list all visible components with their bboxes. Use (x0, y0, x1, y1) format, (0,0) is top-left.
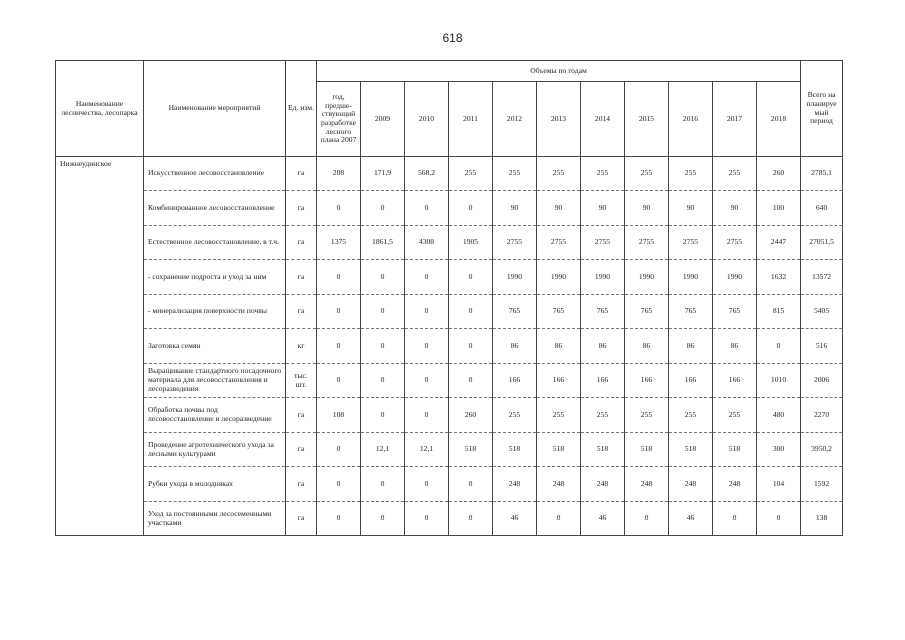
value-cell: 0 (449, 295, 493, 329)
total-value-cell: 2785,1 (801, 157, 843, 191)
table-row (56, 329, 843, 364)
value-cell: 0 (317, 295, 361, 329)
value-cell: 0 (449, 502, 493, 536)
value-cell: 0 (405, 260, 449, 295)
value-cell: 2755 (537, 226, 581, 260)
value-cell: 0 (405, 329, 449, 364)
activity-cell: Уход за постоянными лесосеменными участками (144, 502, 286, 536)
value-cell: 90 (581, 191, 625, 226)
volumes-by-year-header: Объемы по годам (317, 61, 801, 82)
value-cell: 255 (493, 398, 537, 433)
value-cell: 46 (581, 502, 625, 536)
value-cell: 0 (361, 260, 405, 295)
value-cell: 0 (449, 260, 493, 295)
value-cell: 12,1 (361, 433, 405, 467)
activity-cell: Выращивание стандартного посадочного материала для лесовосстановления и лесоразведения (144, 364, 286, 398)
table-row (56, 226, 843, 260)
value-cell: 166 (537, 364, 581, 398)
value-cell: 255 (581, 398, 625, 433)
activity-cell: Естественное лесовосстановление, в т.ч. (144, 226, 286, 260)
value-cell: 46 (493, 502, 537, 536)
activity-cell: Рубки ухода в молодняках (144, 467, 286, 502)
value-cell: 255 (625, 157, 669, 191)
value-cell: 0 (405, 295, 449, 329)
value-cell: 248 (493, 467, 537, 502)
table-row (56, 433, 843, 467)
value-cell: 86 (581, 329, 625, 364)
value-cell: 255 (537, 157, 581, 191)
value-cell: 90 (713, 191, 757, 226)
value-cell: 765 (537, 295, 581, 329)
value-cell: 171,9 (361, 157, 405, 191)
value-cell: 0 (405, 398, 449, 433)
value-cell: 90 (669, 191, 713, 226)
value-cell: 2755 (713, 226, 757, 260)
value-cell: 0 (317, 329, 361, 364)
total-value-cell: 2270 (801, 398, 843, 433)
year-column-header: 2018 (757, 82, 801, 157)
value-cell: 255 (449, 157, 493, 191)
unit-cell: тыс. шт. (286, 364, 317, 398)
value-cell: 248 (713, 467, 757, 502)
value-cell: 0 (317, 260, 361, 295)
year-column-header: 2016 (669, 82, 713, 157)
activity-cell: Проведение агротехнического ухода за лесными культурами (144, 433, 286, 467)
activity-cell: Обработка почвы под лесовосстановление и лесоразведение (144, 398, 286, 433)
forestry-name-cell: Нижнеудинское (56, 157, 144, 536)
total-value-cell: 138 (801, 502, 843, 536)
year-column-header: 2013 (537, 82, 581, 157)
unit-cell: га (286, 157, 317, 191)
value-cell: 2755 (625, 226, 669, 260)
value-cell: 90 (537, 191, 581, 226)
unit-cell: га (286, 260, 317, 295)
value-cell: 518 (581, 433, 625, 467)
total-value-cell: 516 (801, 329, 843, 364)
table-row (56, 191, 843, 226)
value-cell: 86 (537, 329, 581, 364)
total-value-cell: 3950,2 (801, 433, 843, 467)
total-value-cell: 13572 (801, 260, 843, 295)
value-cell: 0 (317, 467, 361, 502)
value-cell: 1990 (625, 260, 669, 295)
value-cell: 0 (449, 364, 493, 398)
activity-cell: Искусственное лесовосстановление (144, 157, 286, 191)
year-column-header: 2009 (361, 82, 405, 157)
year-column-header: 2010 (405, 82, 449, 157)
value-cell: 765 (713, 295, 757, 329)
value-cell: 255 (669, 398, 713, 433)
value-cell: 300 (757, 433, 801, 467)
value-cell: 765 (669, 295, 713, 329)
value-cell: 248 (625, 467, 669, 502)
year-column-header: 2014 (581, 82, 625, 157)
value-cell: 248 (581, 467, 625, 502)
value-cell: 1375 (317, 226, 361, 260)
total-value-cell: 640 (801, 191, 843, 226)
unit-cell: га (286, 398, 317, 433)
value-cell: 0 (405, 467, 449, 502)
value-cell: 0 (625, 502, 669, 536)
value-cell: 166 (669, 364, 713, 398)
value-cell: 46 (669, 502, 713, 536)
value-cell: 518 (537, 433, 581, 467)
value-cell: 1010 (757, 364, 801, 398)
value-cell: 255 (713, 157, 757, 191)
value-cell: 166 (493, 364, 537, 398)
unit-cell: га (286, 226, 317, 260)
unit-cell: кг (286, 329, 317, 364)
value-cell: 1905 (449, 226, 493, 260)
value-cell: 0 (757, 329, 801, 364)
value-cell: 0 (361, 364, 405, 398)
value-cell: 86 (493, 329, 537, 364)
total-value-cell: 27051,5 (801, 226, 843, 260)
value-cell: 0 (449, 329, 493, 364)
value-cell: 166 (625, 364, 669, 398)
table-row (56, 157, 843, 191)
reforestation-plan-table (55, 60, 843, 536)
value-cell: 0 (713, 502, 757, 536)
value-cell: 255 (537, 398, 581, 433)
value-cell: 765 (581, 295, 625, 329)
value-cell: 166 (581, 364, 625, 398)
value-cell: 480 (757, 398, 801, 433)
value-cell: 255 (669, 157, 713, 191)
value-cell: 518 (449, 433, 493, 467)
value-cell: 248 (669, 467, 713, 502)
total-value-cell: 5405 (801, 295, 843, 329)
value-cell: 0 (405, 502, 449, 536)
value-cell: 1990 (669, 260, 713, 295)
value-cell: 765 (493, 295, 537, 329)
value-cell: 0 (317, 502, 361, 536)
unit-cell: га (286, 295, 317, 329)
value-cell: 248 (537, 467, 581, 502)
value-cell: 2447 (757, 226, 801, 260)
value-cell: 815 (757, 295, 801, 329)
value-cell: 518 (493, 433, 537, 467)
value-cell: 260 (449, 398, 493, 433)
page-number: 618 (442, 31, 463, 45)
forestry-column-header: Наименование лесничества, лесопарка (56, 61, 144, 157)
value-cell: 255 (581, 157, 625, 191)
table-row (56, 398, 843, 433)
value-cell: 0 (537, 502, 581, 536)
value-cell: 1990 (537, 260, 581, 295)
year-column-header: 2017 (713, 82, 757, 157)
value-cell: 86 (625, 329, 669, 364)
value-cell: 86 (713, 329, 757, 364)
value-cell: 2755 (581, 226, 625, 260)
table-row (56, 260, 843, 295)
value-cell: 255 (493, 157, 537, 191)
value-cell: 0 (361, 467, 405, 502)
unit-cell: га (286, 433, 317, 467)
unit-column-header: Ед. изм. (286, 61, 317, 157)
year-column-header: 2011 (449, 82, 493, 157)
unit-cell: га (286, 191, 317, 226)
value-cell: 1861,5 (361, 226, 405, 260)
value-cell: 0 (361, 398, 405, 433)
value-cell: 518 (625, 433, 669, 467)
value-cell: 0 (361, 191, 405, 226)
value-cell: 0 (317, 364, 361, 398)
value-cell: 12,1 (405, 433, 449, 467)
value-cell: 2755 (669, 226, 713, 260)
unit-cell: га (286, 467, 317, 502)
value-cell: 255 (625, 398, 669, 433)
value-cell: 0 (757, 502, 801, 536)
value-cell: 90 (493, 191, 537, 226)
value-cell: 0 (361, 295, 405, 329)
value-cell: 255 (713, 398, 757, 433)
value-cell: 208 (317, 157, 361, 191)
value-cell: 518 (669, 433, 713, 467)
activity-cell: Комбинированное лесовосстановление (144, 191, 286, 226)
value-cell: 518 (713, 433, 757, 467)
value-cell: 100 (757, 191, 801, 226)
total-value-cell: 2006 (801, 364, 843, 398)
table-row (56, 502, 843, 536)
activity-cell: - минерализация поверхности почвы (144, 295, 286, 329)
value-cell: 1990 (581, 260, 625, 295)
value-cell: 86 (669, 329, 713, 364)
activity-cell: Заготовка семян (144, 329, 286, 364)
value-cell: 2755 (493, 226, 537, 260)
base-year-column-header: год, предше-ствующий разработке лесного плана 2007 (317, 82, 361, 157)
table-row (56, 295, 843, 329)
value-cell: 260 (757, 157, 801, 191)
value-cell: 568,2 (405, 157, 449, 191)
unit-cell: га (286, 502, 317, 536)
value-cell: 90 (625, 191, 669, 226)
total-column-header: Всего на планируе мый период (801, 61, 843, 157)
value-cell: 0 (449, 191, 493, 226)
value-cell: 0 (449, 467, 493, 502)
value-cell: 1990 (493, 260, 537, 295)
total-value-cell: 1592 (801, 467, 843, 502)
table-row (56, 364, 843, 398)
activity-column-header: Наименование мероприятий (144, 61, 286, 157)
value-cell: 4308 (405, 226, 449, 260)
value-cell: 0 (405, 191, 449, 226)
value-cell: 765 (625, 295, 669, 329)
value-cell: 0 (361, 329, 405, 364)
value-cell: 0 (405, 364, 449, 398)
value-cell: 0 (317, 433, 361, 467)
value-cell: 1632 (757, 260, 801, 295)
value-cell: 0 (361, 502, 405, 536)
activity-cell: - сохранение подроста и уход за ним (144, 260, 286, 295)
value-cell: 1990 (713, 260, 757, 295)
year-column-header: 2012 (493, 82, 537, 157)
value-cell: 108 (317, 398, 361, 433)
value-cell: 104 (757, 467, 801, 502)
table-row (56, 467, 843, 502)
value-cell: 166 (713, 364, 757, 398)
value-cell: 0 (317, 191, 361, 226)
year-column-header: 2015 (625, 82, 669, 157)
